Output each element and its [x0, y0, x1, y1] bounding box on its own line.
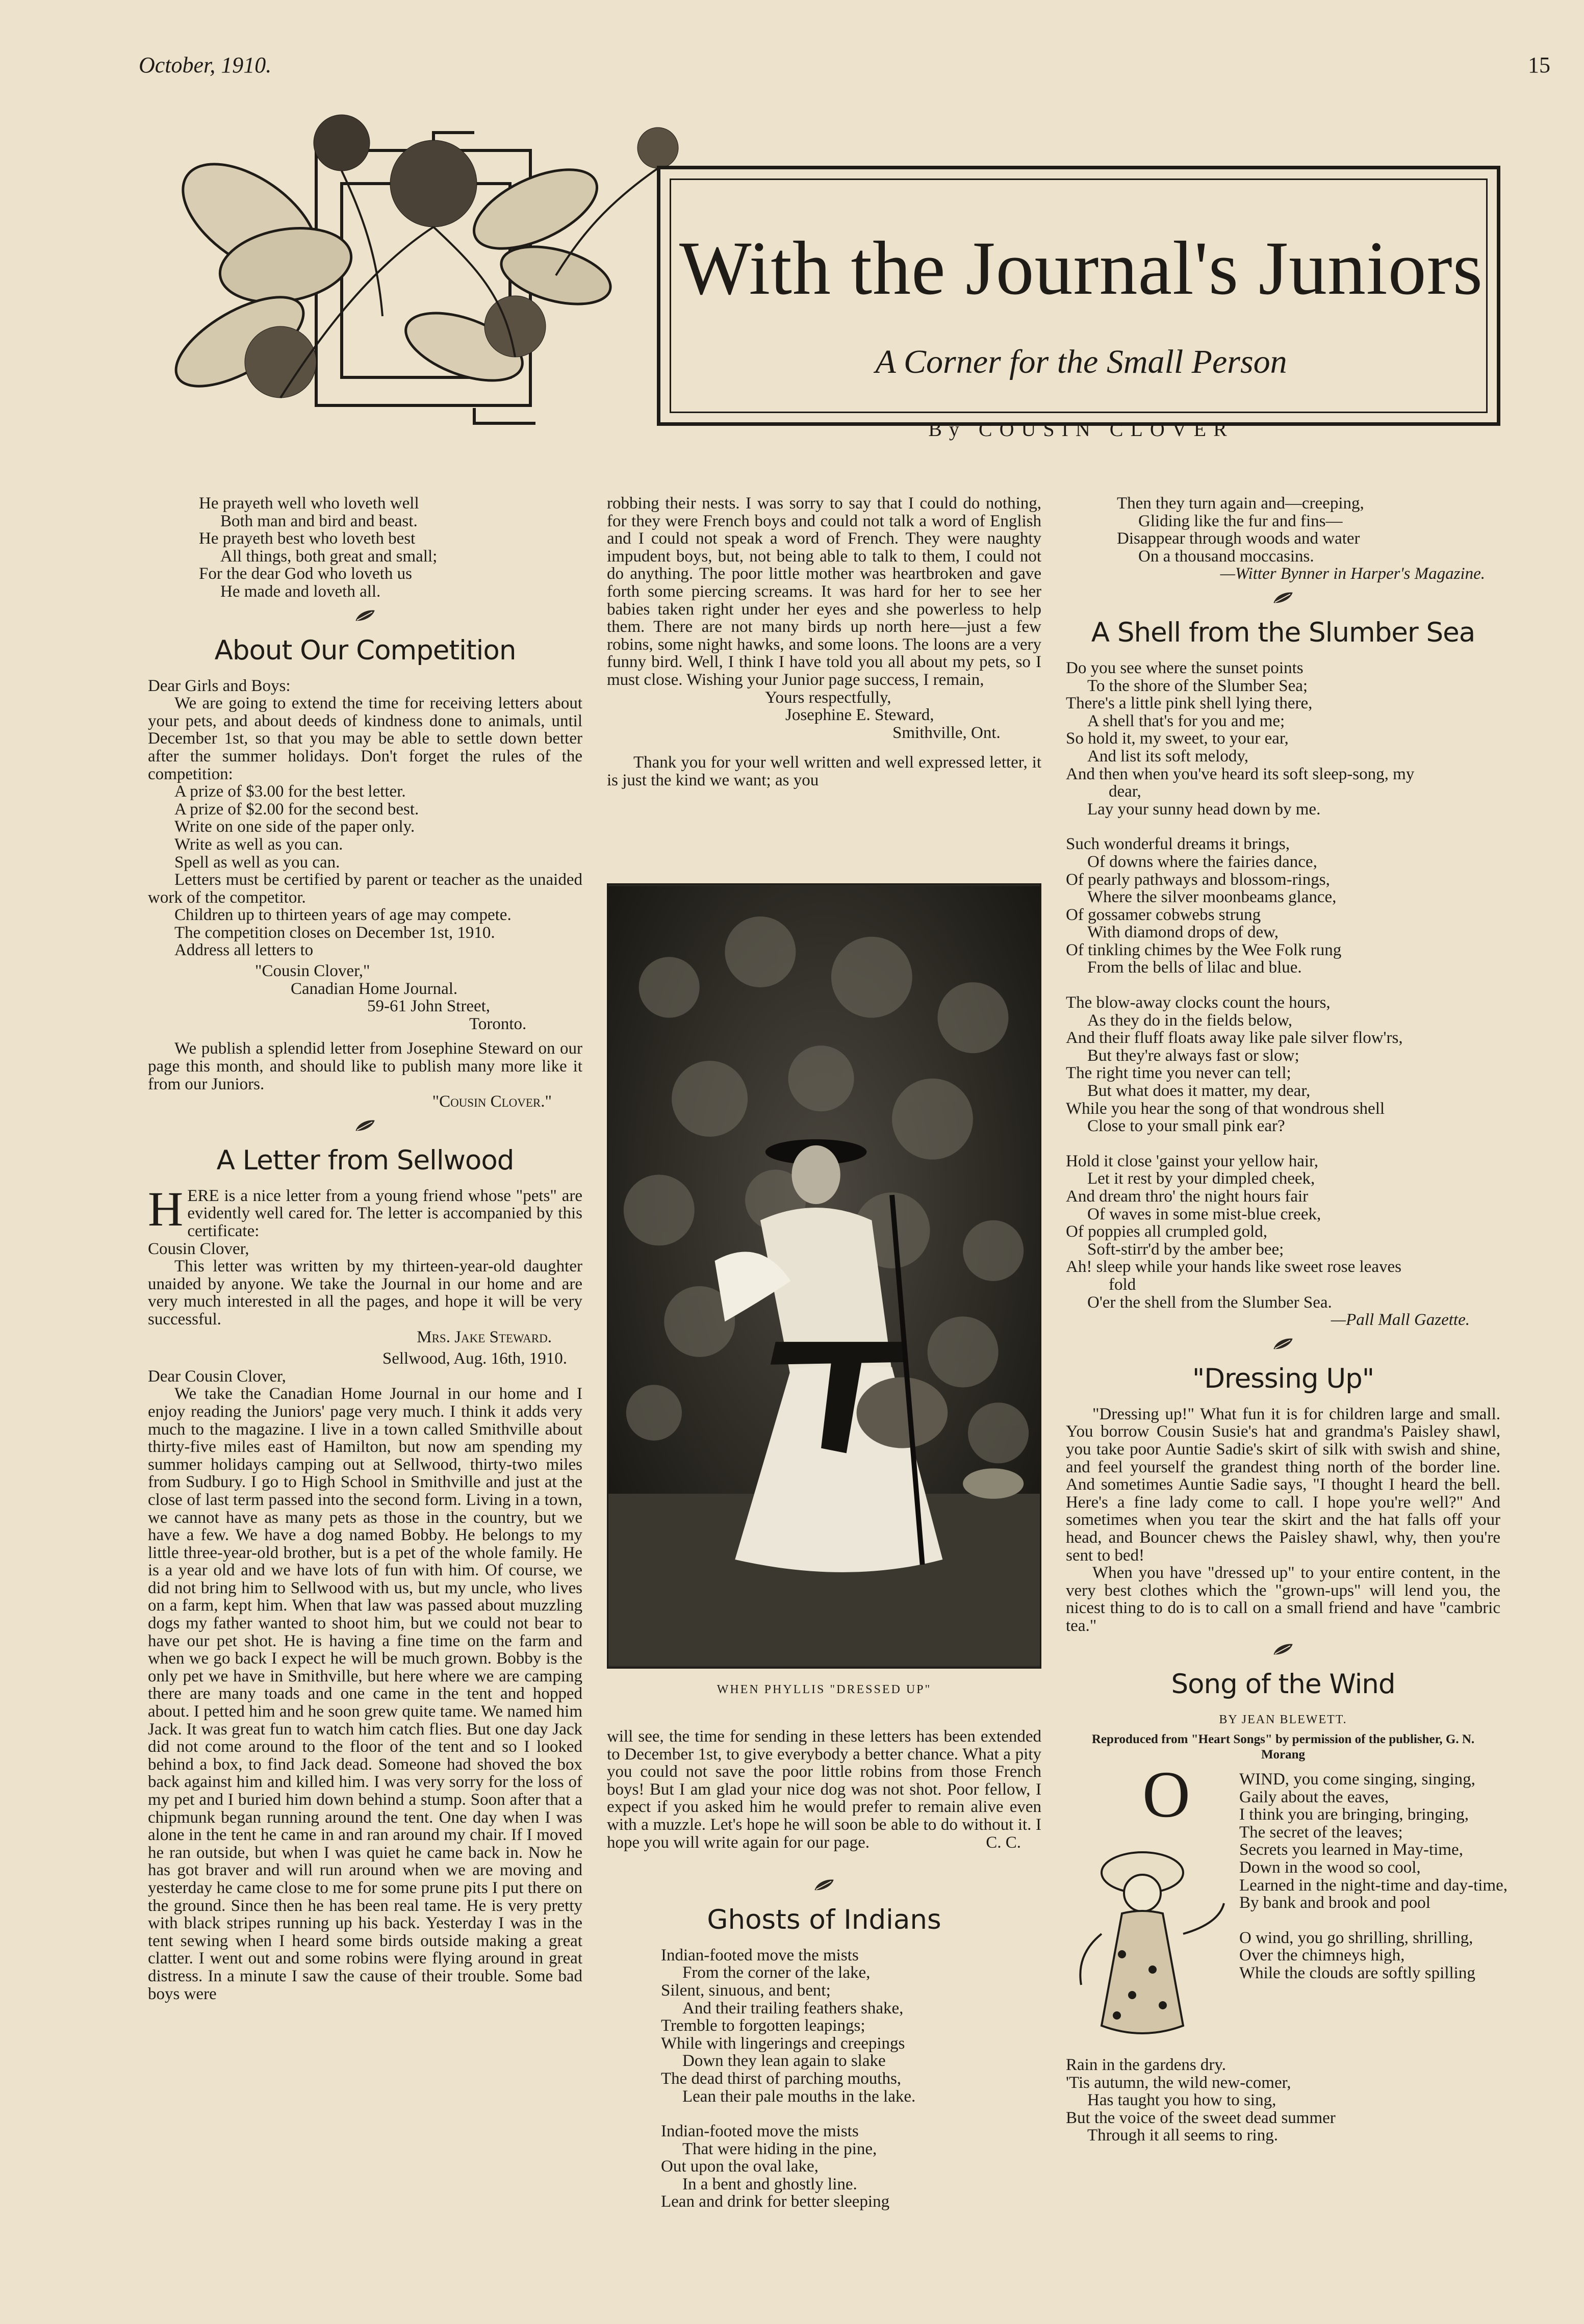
section-heading-dressing: "Dressing Up"	[1192, 1363, 1374, 1394]
letter-closing: Yours respectfully, Josephine E. Steward, Smithville, Ont.	[765, 688, 1001, 742]
page-subtitle: A Corner for the Small Person	[875, 343, 1287, 380]
rule-item: Write as well as you can.	[174, 835, 343, 854]
letter-continuation: robbing their nests. I was sorry to say that I could do nothing, for they were French boys and could not talk a word of English and I could not speak a word of French. They were naughty impudent boys, but, not being able to talk to them, I could not do anything. The poor little mother was heartbroken and gave forth some piercing screams. It was hard for her to see her babies taken right under her eyes and she powerless to help them. There are not many birds up north here—just a few robins, some night hawks, and some loons. The loons are a very funny bird. Well, I think I have told you all about my pets, so I must close. Wishing your Junior page success, I remain,	[607, 494, 1041, 689]
drop-cap: H	[148, 1181, 184, 1236]
section-heading-wind: Song of the Wind	[1171, 1669, 1395, 1700]
photograph-phyllis	[607, 883, 1041, 1669]
rule-item: Write on one side of the paper only.	[174, 818, 415, 836]
letter-intro: ERE is a nice letter from a young friend whose "pets" are evidently well cared for. The letter is accompanied by this certificate:	[187, 1186, 582, 1240]
wind-reproduction-note: Reproduced from "Heart Songs" by permission of the publisher, G. N. Morang	[1091, 1732, 1475, 1762]
shell-poem: Do you see where the sunset points To the shore of the Slumber Sea; There's a little pink shell lying there, A shell that's for you and me; So hold it, my sweet, to your ear, And list its soft melody, And then when you've heard its soft sleep-song, my dear, Lay your sunny head down by me. Such wonderful dreams it brings, Of downs where the fairies dance, Of pearly pathways and blossom-rings, Where the silver moonbeams glance, Of gossamer cobwebs strung With diamond drops of dew, Of tinkling chimes by the Wee Folk rung From the bells of lilac and blue. The blow-away clocks count the hours, As they do in the fields below, And their fluff floats away like pale silver flow'rs, But they're always fast or slow; The right time you never can tell; But what does it matter, my dear, While you hear the song of that wondrous shell Close to your small pink ear? Hold it close 'gainst your yellow hair, Let it rest by your dimpled cheek, And dream thro' the night hours fair Of waves in some mist-blue creek, Of poppies all crumpled gold, Soft-stirr'd by the amber bee; Ah! sleep while your hands like sweet rose leaves fold O'er the shell from the Slumber Sea.	[1066, 658, 1415, 1312]
publish-note: We publish a splendid letter from Josephine Steward on our page this month, and should like to publish many more like it from our Juniors.	[148, 1039, 582, 1093]
closing-date: The competition closes on December 1st, 1910.	[174, 923, 495, 942]
section-heading-competition: About Our Competition	[214, 634, 516, 666]
column-1	[148, 495, 582, 2003]
competition-intro: We are going to extend the time for receiving letters about your pets, and about deeds of kindness done to animals, until December 1st, so that you may be able to settle down better after the summer holidays. Don't forget the rules of the competition:	[148, 694, 582, 783]
leaf-ornament-icon	[1066, 1336, 1500, 1360]
rule-item: A prize of $2.00 for the second best.	[174, 800, 419, 819]
dressing-paragraph: "Dressing up!" What fun it is for children large and small. You borrow Cousin Susie's hat and grandma's Paisley shawl, you take poor Auntie Sadie's skirt of silk with swish and shine, and feel yourself the grandest thing north of the border line. And sometimes Auntie Sadie says, "I thought I heard the bell. Here's a fine lady come to call. I hope you're well?" And sometimes when you tear the skirt and the hat falls off your head, and Bouncer chews the Paisley shawl, why, then you're sent to bed!	[1066, 1404, 1500, 1565]
leaf-ornament-icon	[148, 1118, 582, 1141]
ghosts-credit: —Witter Bynner in Harper's Magazine.	[1220, 565, 1485, 583]
clover-illustration	[148, 102, 688, 428]
column-2	[607, 495, 1041, 789]
leaf-ornament-icon	[1066, 1642, 1500, 1665]
certificate-text: This letter was written by my thirteen-year-old daughter unaided by anyone. We take the Journal in our home and are very much interested in all the pages, and hope it will be very successful.	[148, 1257, 582, 1329]
opening-poem: He prayeth well who loveth well Both man and bird and beast. He prayeth best who loveth best All things, both great and small; For the dear God who loveth us He made and loveth all.	[199, 494, 438, 601]
column-2-lower	[607, 1728, 1041, 2211]
photo-caption: WHEN PHYLLIS "DRESSED UP"	[717, 1683, 932, 1696]
byline: By COUSIN CLOVER	[928, 418, 1234, 441]
leaf-ornament-icon	[1066, 590, 1500, 614]
letter-salutation: Dear Cousin Clover,	[148, 1367, 286, 1386]
rule-item: Spell as well as you can.	[174, 853, 340, 872]
age-text: Children up to thirteen years of age may compete.	[174, 906, 512, 925]
dressing-paragraph: When you have "dressed up" to your entire content, in the very best clothes which the "grown-ups" will lend you, the nicest thing to do is to call on a small friend and have "cambric tea."	[1066, 1564, 1500, 1635]
salutation: Dear Girls and Boys:	[148, 676, 291, 695]
page-number: 15	[1528, 53, 1550, 78]
address-intro: Address all letters to	[174, 941, 314, 960]
letter-body: We take the Canadian Home Journal in our home and I enjoy reading the Juniors' page very much. I think it adds very much to the magazine. I live in a town called Smithville about thirty-five miles east of Hamilton, but now am spending my summer holidays camping out at Sellwood, thirty-two miles from Sudbury. I go to High School in Smithville and just at the close of last term passed into the second form. Living in a town, we cannot have as many pets as those in the country, but we have a few. We have a dog named Bobby. He belongs to my little three-year-old brother, but is a pet of the whole family. He is a year old and we have lots of fun with him. Of course, we did not bring him to Sellwood with us, but my uncle, who lives on a farm, kept him. When that law was passed about muzzling dogs my father wanted to shoot him, but we could not bear to have our pet shot. He is having a fine time on the farm and when we go back I expect he will be much grown. Bobby is the only pet we have in Smithville, but here where we are camping there are many toads and one came in the tent and hopped about. I petted him and he soon grew quite tame. We named him Jack. It was great fun to watch him catch flies. But one day Jack did not come around to the floor of the tent and so I looked behind a box, to find Jack dead. Someone had shoved the box back against him and killed him. I was very sorry for the loss of my pet and I buried him down behind a stump. Soon after that a chipmunk began running around the tent. One day when I was alone in the tent he came in and ran around my chair. If I moved he ran outside, but when I was quiet he came back in. Now he has got braver and will run around when we are moving and yesterday he came close to me for some prune pits I put there on the ground. Since then he has been real tame. He is very pretty with black stripes running up his back. Yesterday I was in the tent sewing when I heard some birds outside making a great clatter. I went out and some robins were flying around in great distress. In a minute I saw the cause of their trouble. Some bad boys were	[148, 1385, 582, 2003]
ghosts-poem: Indian-footed move the mists From the corner of the lake, Silent, sinuous, and bent; And their trailing feathers shake, Tremble to forgotten leapings; While with lingerings and creepings Down they lean again to slake The dead thirst of parching mouths, Lean their pale mouths in the lake. Indian-footed move the mists That were hiding in the pine, Out upon the oval lake, In a bent and ghostly line. Lean and drink for better sleeping	[661, 1946, 916, 2211]
certificate-signature: Mrs. Jake Steward.	[417, 1327, 552, 1346]
editor-reply-continued: will see, the time for sending in these letters has been extended to December 1st, to give everybody a better chance. What a pity you could not save the poor little robins from those French boys! But I am glad your nice dog was not shot. Poor fellow, I expect if you asked him he would prefer to remain alive even with a muzzle. Let's hope he will soon be able to do without it. I hope you will write again for our page.	[607, 1727, 1041, 1852]
wind-figure-illustration	[1066, 1771, 1234, 2056]
leaf-ornament-icon	[607, 1877, 1041, 1901]
editor-reply: Thank you for your well written and well expressed letter, it is just the kind we want; as you	[607, 753, 1041, 789]
wind-author: BY JEAN BLEWETT.	[1219, 1713, 1347, 1727]
certify-text: Letters must be certified by parent or teacher as the unaided work of the competitor.	[148, 871, 582, 907]
section-heading-shell: A Shell from the Slumber Sea	[1091, 617, 1475, 648]
letter-address: Cousin Clover,	[148, 1239, 249, 1258]
running-head-date: October, 1910.	[139, 53, 272, 78]
reply-signature: C. C.	[986, 1833, 1021, 1852]
section-heading-ghosts: Ghosts of Indians	[707, 1904, 941, 1935]
signature: "Cousin Clover."	[432, 1092, 552, 1111]
letter-dateline: Sellwood, Aug. 16th, 1910.	[382, 1349, 567, 1368]
ghosts-poem-end: Then they turn again and—creeping, Gliding like the fur and fins— Disappear through woods and water On a thousand moccasins.	[1117, 494, 1364, 566]
rule-item: A prize of $3.00 for the best letter.	[174, 782, 406, 801]
column-3	[1066, 494, 1508, 2145]
section-heading-letter: A Letter from Sellwood	[216, 1144, 514, 1176]
wind-poem: WIND, you come singing, singing, Gaily about the eaves, I think you are bringing, bringing, The secret of the leaves; Secrets you learned in May-time, Down in the wood so cool, Learned in the night-time and day-time, By bank and brook and pool O wind, you go shrilling, shrilling, Over the chimneys high, While the clouds are softly spilling Rain in the gardens dry. 'Tis autumn, the wild new-comer, Has taught you how to sing, But the voice of the sweet dead summer Through it all seems to ring.	[1066, 1770, 1508, 2145]
drop-cap: O	[1142, 1771, 1190, 1832]
address-block: "Cousin Clover," Canadian Home Journal. 59-61 John Street, Toronto.	[255, 962, 527, 1033]
leaf-ornament-icon	[148, 608, 582, 631]
page-title: With the Journal's Juniors	[679, 226, 1484, 311]
shell-credit: —Pall Mall Gazette.	[1331, 1311, 1470, 1330]
